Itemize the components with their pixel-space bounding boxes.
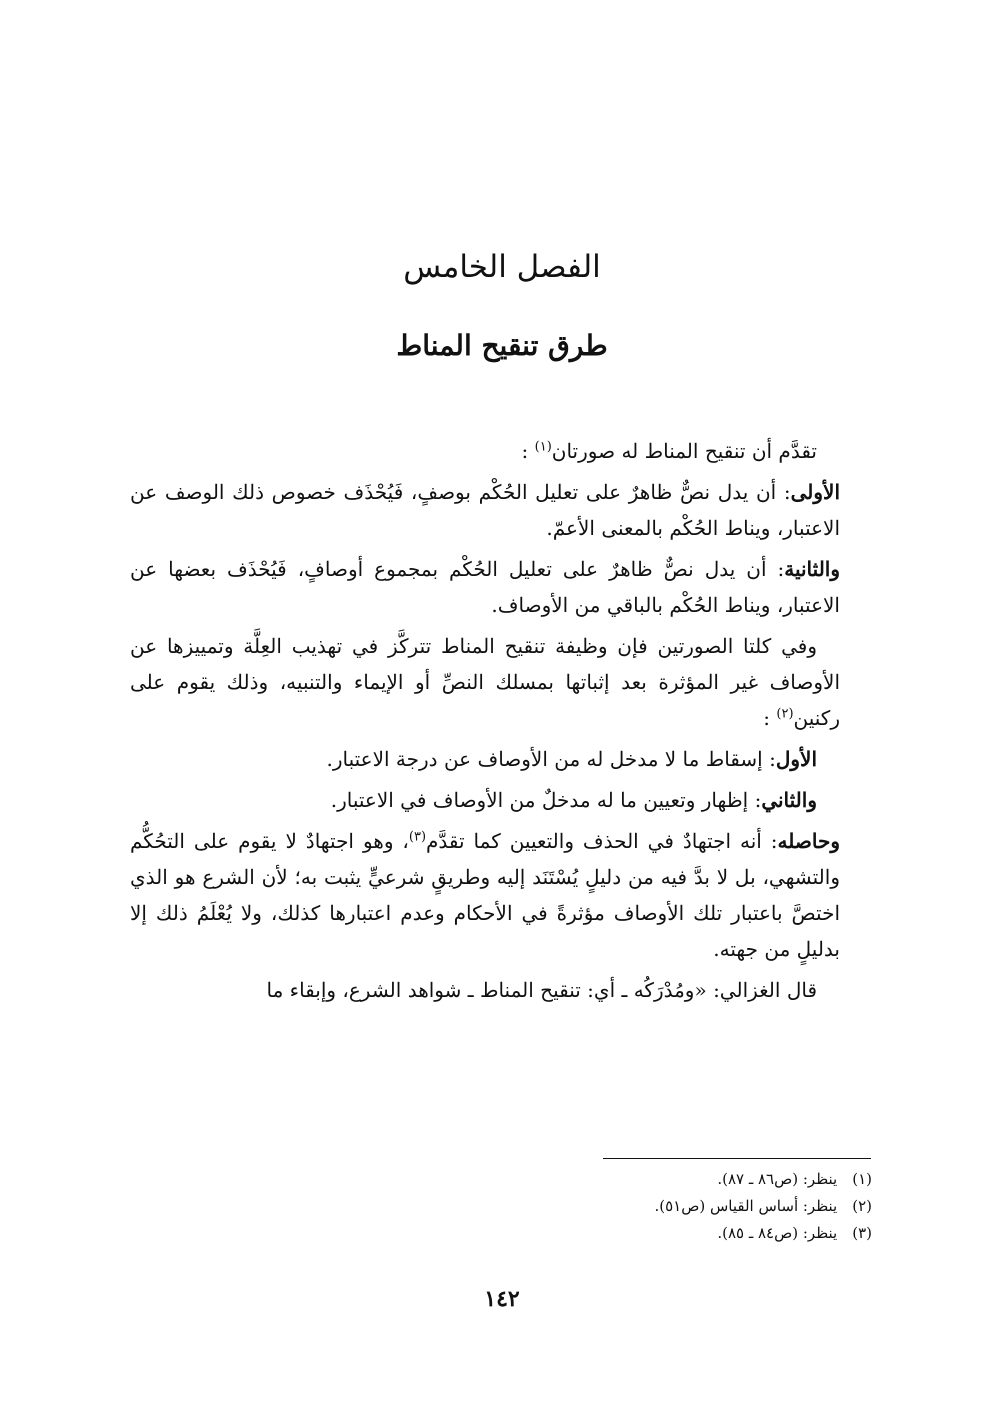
body-text <box>130 433 840 1013</box>
section-title: طرق تنقيح المناط <box>396 329 608 363</box>
footnote-item <box>420 1220 872 1247</box>
footnote-text: ينظر: أساس القياس (ص٥١). <box>654 1197 838 1215</box>
footnote-number: (١) <box>852 1170 872 1188</box>
pillar-two-text: : إظهار وتعيين ما له مدخلٌ من الأوصاف في الاعتبار. <box>330 788 762 812</box>
footnote-text: ينظر: (ص٨٦ ـ ٨٧). <box>717 1170 838 1188</box>
pillar-two-paragraph <box>130 782 840 818</box>
pillar-one-label: الأول <box>775 747 817 771</box>
footnote-number: (٣) <box>852 1224 872 1242</box>
summary-paragraph <box>130 823 840 967</box>
function-colon: : <box>763 706 771 730</box>
second-form-text: : أن يدل نصٌّ ظاهرٌ على تعليل الحُكْم بمجموع أوصافٍ، فَيُحْذَف بعضها عن الاعتبار، ويناط الحُكْم بالباقي من الأوصاف. <box>130 557 840 617</box>
footnotes <box>420 1166 872 1247</box>
page-number: ١٤٢ <box>484 1286 520 1312</box>
first-form-label: الأولى <box>790 480 840 504</box>
chapter-title: الفصل الخامس <box>403 248 601 285</box>
footnote-number: (٢) <box>852 1197 872 1215</box>
footnote-ref-2: (٢) <box>776 706 794 722</box>
pillar-two-label: والثاني <box>761 788 817 812</box>
footnote-separator <box>603 1158 871 1159</box>
intro-text: تقدَّم أن تنقيح المناط له صورتان <box>551 439 817 463</box>
function-paragraph <box>130 628 840 736</box>
function-text: وفي كلتا الصورتين فإن وظيفة تنقيح المناط تتركَّز في تهذيب العِلَّة وتمييزها عن الأوصاف غير المؤثرة بعد إثباتها بمسلك النصِّ أو الإيماء والتنبيه، وذلك يقوم على ركنين <box>130 634 840 730</box>
second-form-paragraph <box>130 551 840 623</box>
ghazali-quote-paragraph: قال الغزالي: «ومُدْرَكُه ـ أي: تنقيح المناط ـ شواهد الشرع، وإبقاء ما <box>266 978 817 1002</box>
summary-text-b: ، وهو اجتهادٌ لا يقوم على التحُكُّم والتشهي، بل لا بدَّ فيه من دليلٍ يُسْتَنَد إليه وطريقٍ شرعيٍّ يثبت به؛ لأن الشرع هو الذي اختصَّ باعتبار تلك الأوصاف مؤثرةً في الأحكام وعدم اعتبارها كذلك، ولا يُعْلَمُ ذلك إلا بدليلٍ من جهته. <box>130 829 840 961</box>
intro-paragraph <box>130 433 840 469</box>
summary-label: وحاصله <box>777 829 840 853</box>
summary-text-a: : أنه اجتهادٌ في الحذف والتعيين كما تقدَّم <box>426 829 778 853</box>
first-form-text: : أن يدل نصٌّ ظاهرٌ على تعليل الحُكْم بوصفٍ، فَيُحْذَف خصوص ذلك الوصف عن الاعتبار، ويناط الحُكْم بالمعنى الأعمّ. <box>130 480 840 540</box>
intro-colon: : <box>521 439 529 463</box>
footnote-text: ينظر: (ص٨٤ ـ ٨٥). <box>717 1224 838 1242</box>
pillar-one-text: : إسقاط ما لا مدخل له من الأوصاف عن درجة الاعتبار. <box>326 747 776 771</box>
footnote-item <box>420 1193 872 1220</box>
footnote-ref-1: (١) <box>534 439 552 455</box>
footnote-ref-3: (٣) <box>408 829 427 845</box>
pillar-one-paragraph <box>130 741 840 777</box>
footnote-item <box>420 1166 872 1193</box>
first-form-paragraph <box>130 474 840 546</box>
second-form-label: والثانية <box>784 557 840 581</box>
